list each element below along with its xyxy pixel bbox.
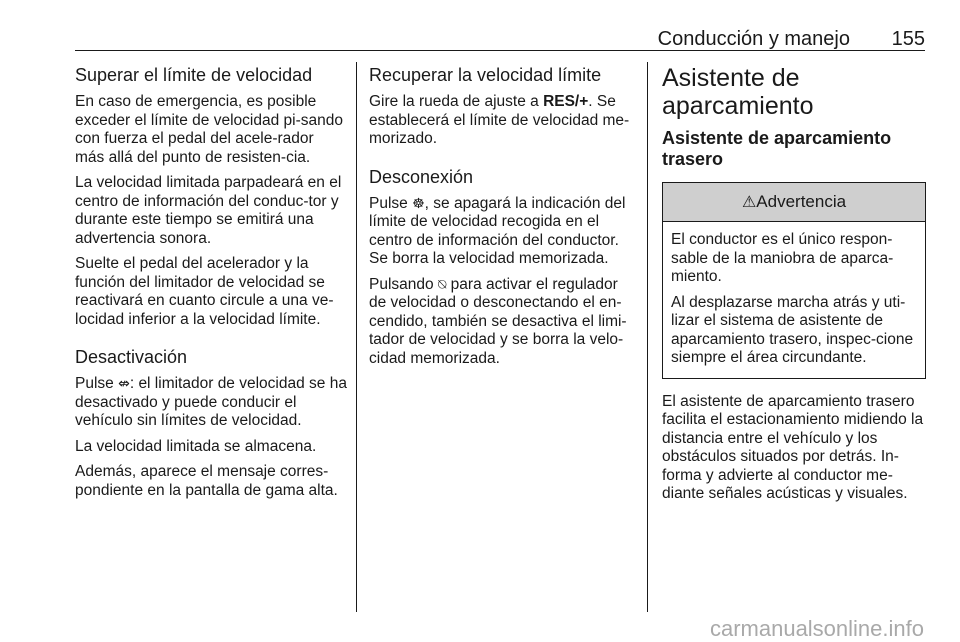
text-run: . Se establecerá el límite de velocidad me-morizado.	[369, 93, 630, 147]
column-left	[75, 64, 347, 507]
warning-title: Advertencia	[756, 192, 847, 211]
section-title: Conducción y manejo	[657, 28, 850, 50]
watermark: carmanualsonline.info	[709, 616, 924, 641]
text-run: , se apagará la indicación del límite de velocidad recogida en el centro de información del conductor. Se borra la velocidad memorizada.	[369, 194, 626, 267]
text-run: para activar el regulador de velocidad o desconectando el en-cendido, también se desactiva el limi-tador de velocidad y se borra la velo-cidad memorizada.	[369, 275, 627, 367]
paragraph: El asistente de aparcamiento trasero facilita el estacionamiento midiendo la distancia entre el vehículo y los obstáculos situados por detrás. In-forma y advierte al conductor me-diante señales acústicas y visuales.	[662, 392, 924, 502]
paragraph: La velocidad limitada parpadeará en el centro de información del conduc-tor y durante este tiempo se emitirá una advertencia sonora.	[75, 174, 342, 247]
heading-asistente-aparcamiento: Asistente de aparcamiento	[662, 64, 814, 120]
page-header	[75, 27, 925, 51]
page-number: 155	[891, 28, 925, 50]
warning-body	[663, 222, 925, 378]
subheading-asistente-trasero: Asistente de aparcamiento trasero	[662, 128, 892, 169]
text-run: Gire la rueda de ajuste a	[369, 93, 544, 110]
speed-limiter-off-icon: ⇎	[118, 376, 130, 392]
steering-wheel-icon: ☸	[412, 195, 425, 212]
warning-paragraph: El conductor es el único respon-sable de la maniobra de aparca-miento.	[671, 231, 894, 285]
heading-recuperar-velocidad: Recuperar la velocidad límite	[369, 65, 602, 85]
column-divider	[647, 62, 648, 612]
paragraph	[369, 93, 633, 149]
heading-desconexion: Desconexión	[369, 166, 474, 187]
warning-header	[663, 183, 925, 222]
cruise-control-icon: ⍉	[437, 276, 447, 293]
heading-desactivacion: Desactivación	[75, 347, 188, 367]
text-run: Pulse	[75, 375, 119, 392]
column-divider	[356, 62, 357, 612]
paragraph: Suelte el pedal del acelerador y la función del limitador de velocidad se reactivará en cuanto circule a una ve-locidad inferior a la velocidad límite.	[75, 255, 334, 328]
button-label-res: RES/+	[543, 93, 589, 110]
text-run: Pulsando	[369, 275, 438, 293]
paragraph: En caso de emergencia, es posible exceder el límite de velocidad pi-sando con fuerza el pedal del acele-rador más allá del punto de resisten-cia.	[75, 93, 343, 166]
column-middle	[369, 64, 633, 375]
paragraph	[75, 375, 347, 431]
warning-box	[662, 182, 926, 379]
paragraph: Además, aparece el mensaje corres-pondiente en la pantalla de gama alta.	[75, 463, 338, 499]
warning-paragraph: Al desplazarse marcha atrás y uti-lizar el sistema de asistente de aparcamiento trasero, inspec-cione siempre el área circundante.	[671, 293, 914, 366]
text-run: : el limitador de velocidad se ha desactivado y puede conducir el vehículo sin límites de velocidad.	[75, 375, 347, 429]
paragraph	[369, 195, 633, 269]
text-run: Pulse	[369, 194, 413, 212]
header-rule	[75, 50, 925, 51]
heading-superar-limite: Superar el límite de velocidad	[75, 65, 313, 85]
warning-triangle-icon: ⚠	[741, 192, 757, 211]
paragraph	[369, 276, 633, 369]
column-right	[662, 64, 926, 511]
paragraph: La velocidad limitada se almacena.	[75, 437, 317, 455]
